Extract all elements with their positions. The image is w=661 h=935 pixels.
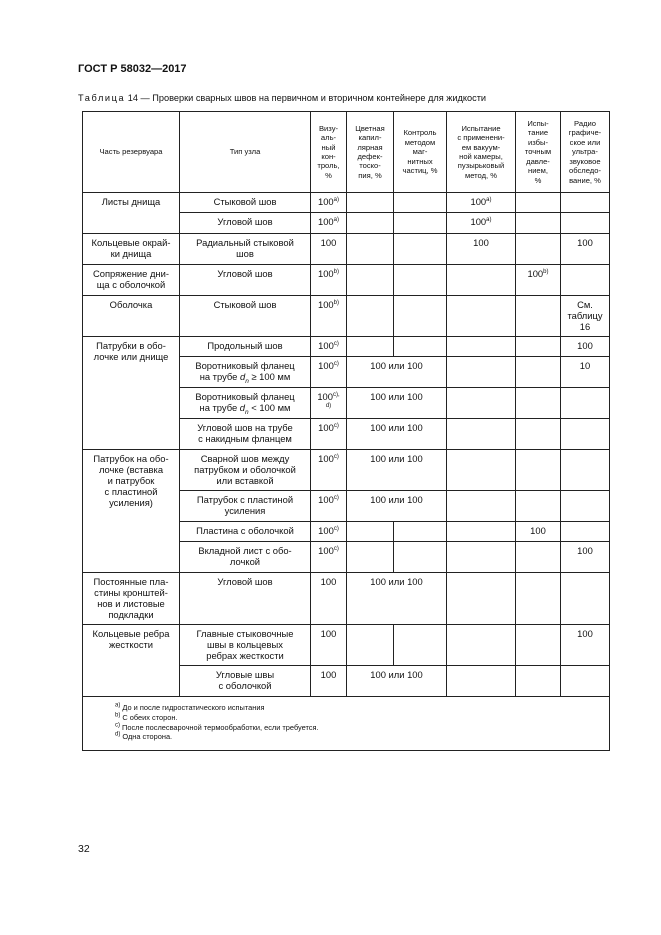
radiographic-cell: 100 — [561, 337, 610, 357]
caption-text: 14 — Проверки сварных швов на первичном и вторичном контейнере для жидкости — [125, 93, 487, 103]
col-header-penetrant: Цветная капил- лярная дефек- тоско- пия, % — [347, 112, 394, 193]
radiographic-cell — [561, 213, 610, 234]
part-cell: Сопряжение дни- ща с оболочкой — [83, 265, 180, 296]
table-header-row — [83, 112, 610, 193]
radiographic-cell: 100 — [561, 234, 610, 265]
type-cell: Угловой шов — [180, 213, 311, 234]
pressure-cell — [516, 357, 561, 388]
magnetic-cell — [394, 265, 447, 296]
magnetic-cell — [394, 625, 447, 666]
footnote: $^{d)}$ Одна сторона. — [115, 731, 173, 742]
col-header-visual: Визу- аль- ный кон- троль, % — [311, 112, 347, 193]
vacuum-cell — [447, 296, 516, 337]
radiographic-cell: См. таблицу 16 — [561, 296, 610, 337]
radiographic-cell — [561, 522, 610, 542]
pressure-cell — [516, 666, 561, 697]
part-cell: Кольцевые ребра жесткости — [83, 625, 180, 697]
part-cell: Кольцевые окрай- ки днища — [83, 234, 180, 265]
pressure-cell — [516, 234, 561, 265]
vacuum-cell — [447, 573, 516, 625]
penetrant-cell — [347, 296, 394, 337]
footnote: $^{a)}$ До и после гидростатического испытания — [115, 702, 265, 712]
table-row — [83, 193, 610, 213]
document-header: ГОСТ Р 58032—2017 — [78, 63, 187, 75]
penetrant-cell — [347, 265, 394, 296]
pressure-cell: 100$^{b)}$ — [516, 265, 561, 296]
type-cell: Продольный шов — [180, 337, 311, 357]
radiographic-cell — [561, 419, 610, 450]
vacuum-cell — [447, 388, 516, 419]
footnotes-row — [83, 697, 610, 751]
radiographic-cell: 100 — [561, 542, 610, 573]
table-row — [83, 296, 610, 337]
type-cell: Стыковой шов — [180, 193, 311, 213]
penetrant-cell — [347, 213, 394, 234]
radiographic-cell — [561, 193, 610, 213]
caption-prefix: Таблица — [78, 93, 126, 103]
vacuum-cell — [447, 419, 516, 450]
magnetic-cell — [394, 522, 447, 542]
visual-cell: 100$^{b)}$ — [311, 296, 347, 337]
magnetic-cell — [394, 337, 447, 357]
penetrant-or-magnetic-cell: 100 или 100 — [347, 419, 447, 450]
col-header-radiographic: Радио графиче- ское или ультра- звуковое обследо- вание, % — [561, 112, 610, 193]
vacuum-cell — [447, 625, 516, 666]
type-cell: Воротниковый фланец на трубе $d_n < 100$ мм — [180, 388, 311, 419]
penetrant-or-magnetic-cell: 100 или 100 — [347, 666, 447, 697]
vacuum-cell — [447, 491, 516, 522]
vacuum-cell: 100$^{a)}$ — [447, 193, 516, 213]
visual-cell: 100 — [311, 234, 347, 265]
footnote: $^{b)}$ С обеих сторон. — [115, 712, 178, 722]
penetrant-or-magnetic-cell: 100 или 100 — [347, 573, 447, 625]
vacuum-cell — [447, 357, 516, 388]
table-row — [83, 450, 610, 491]
table-row — [83, 265, 610, 296]
visual-cell: 100$^{c)}$ — [311, 522, 347, 542]
table-row — [83, 234, 610, 265]
visual-cell: 100$^{a)}$ — [311, 213, 347, 234]
pressure-cell — [516, 419, 561, 450]
magnetic-cell — [394, 542, 447, 573]
type-cell: Радиальный стыковой шов — [180, 234, 311, 265]
penetrant-cell — [347, 625, 394, 666]
penetrant-or-magnetic-cell: 100 или 100 — [347, 357, 447, 388]
radiographic-cell — [561, 388, 610, 419]
vacuum-cell — [447, 666, 516, 697]
pressure-cell — [516, 296, 561, 337]
radiographic-cell — [561, 491, 610, 522]
col-header-magnetic: Контроль методом маг- нитных частиц, % — [394, 112, 447, 193]
visual-cell: 100$^{a)}$ — [311, 193, 347, 213]
footnotes — [83, 697, 610, 751]
visual-cell: 100 — [311, 625, 347, 666]
visual-cell: 100$^{b)}$ — [311, 265, 347, 296]
col-header-part: Часть резервуара — [83, 112, 180, 193]
radiographic-cell — [561, 265, 610, 296]
vacuum-cell — [447, 265, 516, 296]
penetrant-cell — [347, 193, 394, 213]
vacuum-cell — [447, 450, 516, 491]
vacuum-cell — [447, 337, 516, 357]
pressure-cell — [516, 388, 561, 419]
table-row — [83, 625, 610, 666]
type-cell: Главные стыковочные швы в кольцевых ребрах жесткости — [180, 625, 311, 666]
pressure-cell — [516, 213, 561, 234]
col-header-pressure: Испы- тание избы- точным давле- нием, % — [516, 112, 561, 193]
type-cell: Воротниковый фланец на трубе $d_n \ge 100$ мм — [180, 357, 311, 388]
table-row — [83, 337, 610, 357]
col-header-type: Тип узла — [180, 112, 311, 193]
visual-cell: 100$^{c)}$ — [311, 337, 347, 357]
type-cell: Угловой шов — [180, 265, 311, 296]
part-cell: Патрубок на обо- лочке (вставка и патрубок с пластиной усиления) — [83, 450, 180, 573]
magnetic-cell — [394, 193, 447, 213]
radiographic-cell — [561, 450, 610, 491]
pressure-cell — [516, 193, 561, 213]
type-cell: Сварной шов между патрубком и оболочкой или вставкой — [180, 450, 311, 491]
footnote: $^{c)}$ После послесварочной термообработки, если требуется. — [115, 722, 319, 732]
visual-cell: 100$^{c)}$ — [311, 419, 347, 450]
type-cell: Стыковой шов — [180, 296, 311, 337]
penetrant-cell — [347, 522, 394, 542]
type-cell: Пластина с оболочкой — [180, 522, 311, 542]
part-cell: Оболочка — [83, 296, 180, 337]
penetrant-or-magnetic-cell: 100 или 100 — [347, 388, 447, 419]
pressure-cell — [516, 450, 561, 491]
penetrant-cell — [347, 337, 394, 357]
pressure-cell — [516, 542, 561, 573]
weld-inspection-table — [82, 111, 610, 751]
radiographic-cell: 100 — [561, 625, 610, 666]
penetrant-or-magnetic-cell: 100 или 100 — [347, 450, 447, 491]
visual-cell: 100$^{c)}$ — [311, 542, 347, 573]
pressure-cell — [516, 573, 561, 625]
page-number: 32 — [78, 843, 90, 855]
radiographic-cell: 10 — [561, 357, 610, 388]
vacuum-cell: 100 — [447, 234, 516, 265]
type-cell: Угловой шов на трубе с накидным фланцем — [180, 419, 311, 450]
part-cell: Постоянные пла- стины кронштей- нов и листовые подкладки — [83, 573, 180, 625]
pressure-cell — [516, 625, 561, 666]
col-header-vacuum: Испытание с применени- ем вакуум- ной камеры, пузырьковый метод, % — [447, 112, 516, 193]
penetrant-or-magnetic-cell: 100 или 100 — [347, 491, 447, 522]
penetrant-cell — [347, 234, 394, 265]
type-cell: Патрубок с пластиной усиления — [180, 491, 311, 522]
visual-cell: 100$^{c)}$ — [311, 357, 347, 388]
pressure-cell — [516, 337, 561, 357]
radiographic-cell — [561, 666, 610, 697]
visual-cell: 100 — [311, 666, 347, 697]
magnetic-cell — [394, 213, 447, 234]
table-row — [83, 573, 610, 625]
type-cell: Угловой шов — [180, 573, 311, 625]
part-cell: Листы днища — [83, 193, 180, 234]
magnetic-cell — [394, 296, 447, 337]
pressure-cell — [516, 491, 561, 522]
magnetic-cell — [394, 234, 447, 265]
visual-cell: 100$^{c)}$ — [311, 491, 347, 522]
penetrant-cell — [347, 542, 394, 573]
table-caption — [78, 93, 486, 103]
visual-cell: $100^{c), d)}$ — [311, 388, 347, 419]
visual-cell: 100 — [311, 573, 347, 625]
type-cell: Угловые швы с оболочкой — [180, 666, 311, 697]
visual-cell: 100$^{c)}$ — [311, 450, 347, 491]
part-cell: Патрубки в обо- лочке или днище — [83, 337, 180, 450]
vacuum-cell — [447, 542, 516, 573]
radiographic-cell — [561, 573, 610, 625]
vacuum-cell: 100$^{a)}$ — [447, 213, 516, 234]
vacuum-cell — [447, 522, 516, 542]
pressure-cell: 100 — [516, 522, 561, 542]
type-cell: Вкладной лист с обо- лочкой — [180, 542, 311, 573]
